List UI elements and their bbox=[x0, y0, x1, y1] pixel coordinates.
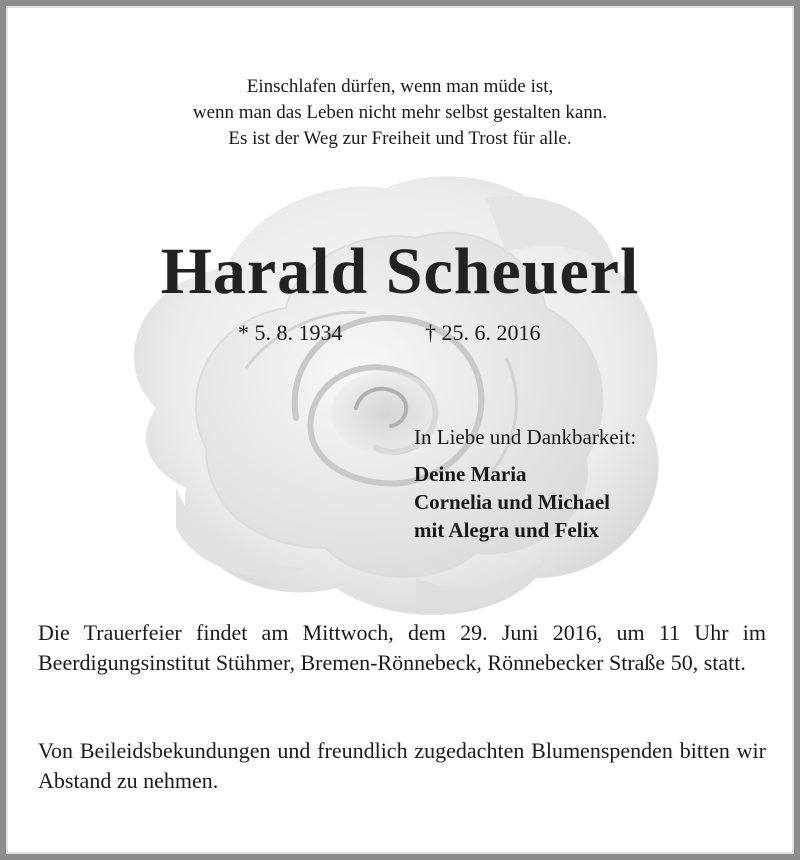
birth-date: * 5. 8. 1934 bbox=[238, 320, 343, 345]
obituary-card bbox=[6, 6, 794, 854]
mourners-block bbox=[414, 422, 636, 544]
poem bbox=[8, 74, 792, 152]
mourners-names bbox=[414, 460, 636, 544]
rose-image bbox=[86, 158, 706, 628]
poem-line: Einschlafen dürfen, wenn man müde ist, bbox=[246, 76, 554, 97]
mourner-name: mit Alegra und Felix bbox=[414, 518, 599, 542]
deceased-name: Harald Scheuerl bbox=[160, 235, 640, 308]
condolence-notice: Von Beileidsbekundungen und freundlich zugedachten Blumenspenden bitten wir Abstand zu nehmen. bbox=[38, 738, 766, 793]
mourner-name: Deine Maria bbox=[414, 462, 527, 486]
mourners-intro: In Liebe und Dankbarkeit: bbox=[414, 425, 637, 449]
poem-line: Es ist der Weg zur Freiheit und Trost für alle. bbox=[228, 128, 572, 149]
poem-line: wenn man das Leben nicht mehr selbst gestalten kann. bbox=[192, 102, 608, 123]
service-notice: Die Trauerfeier findet am Mittwoch, dem 29. Juni 2016, um 11 Uhr im Beerdigungsinstitut Stühmer, Bremen-Rönnebeck, Rönnebecker Straße 50, statt. bbox=[38, 620, 766, 675]
death-date: † 25. 6. 2016 bbox=[425, 320, 541, 345]
mourner-name: Cornelia und Michael bbox=[414, 490, 611, 514]
